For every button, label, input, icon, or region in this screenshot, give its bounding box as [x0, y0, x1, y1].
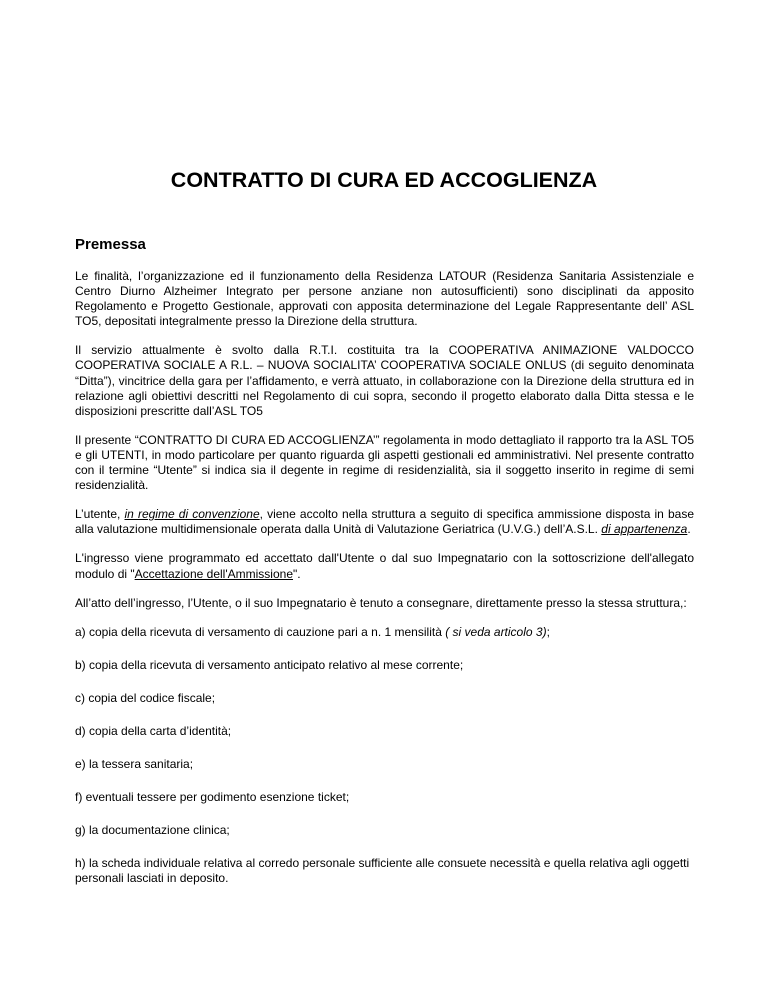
document-title: CONTRATTO DI CURA ED ACCOGLIENZA [170, 168, 598, 192]
list-item-f: f) eventuali tessere per godimento esenzione ticket; [75, 790, 350, 805]
accettazione-ammissione-emphasis: Accettazione dell'Ammissione [134, 566, 293, 581]
paragraph-utente [75, 507, 694, 537]
paragraph-utente-text-3: . [687, 522, 691, 537]
paragraph-contratto: Il presente “CONTRATTO DI CURA ED ACCOGLIENZA’” regolamenta in modo dettagliato il rapporto tra la ASL TO5 e gli UTENTI, in modo particolare per quanto riguarda gli aspetti gestionali ed amministrativi. Nel presente contratto con il termine “Utente” si indica sia il degente in regime di residenzialità, sia il soggetto inserito in regime di semi residenzialità. [75, 432, 694, 493]
list-item-g: g) la documentazione clinica; [75, 823, 230, 838]
section-heading: Premessa [75, 236, 146, 253]
appartenenza-emphasis: di appartenenza [601, 522, 688, 537]
list-item-h: h) la scheda individuale relativa al corredo personale sufficiente alle consuete necessità e quella relativa agli oggetti personali lasciati in deposito. [75, 856, 690, 886]
paragraph-ingresso-text-2: ". [293, 566, 301, 581]
list-item-a-end: ; [546, 624, 550, 639]
paragraph-utente-text-2: , viene accolto nella struttura a seguito di specifica ammissione disposta in base alla valutazione multidimensionale operata dalla Unità di Valutazione Geriatrica (U.V.G.) dell’A.S.L. [75, 507, 694, 537]
list-item-a-text: a) copia della ricevuta di versamento di cauzione pari a n. 1 mensilità [75, 624, 446, 639]
paragraph-atto-ingresso: All’atto dell’ingresso, l’Utente, o il suo Impegnatario è tenuto a consegnare, direttamente presso la stessa struttura,: [75, 595, 687, 610]
list-item-e: e) la tessera sanitaria; [75, 757, 194, 772]
regime-convenzione-emphasis: in regime di convenzione [124, 507, 260, 522]
list-item-c: c) copia del codice fiscale; [75, 690, 216, 705]
document-body [75, 269, 694, 905]
list-item-d: d) copia della carta d’identità; [75, 723, 232, 738]
paragraph-finalita: Le finalità, l’organizzazione ed il funzionamento della Residenza LATOUR (Residenza Sanitaria Assistenziale e Centro Diurno Alzheimer Integrato per persone anziane non autosufficienti) sono disciplinati da apposito Regolamento e Progetto Gestionale, approvati con apposita determinazione del Legale Rappresentante dell’ ASL TO5, depositati integralmente presso la Direzione della struttura. [75, 269, 694, 329]
list-item-a-note: ( si veda articolo 3) [445, 624, 547, 639]
list-item-a [75, 625, 694, 640]
paragraph-ingresso [75, 551, 694, 581]
paragraph-ingresso-text-1: L'ingresso viene programmato ed accettato dall'Utente o dal suo Impegnatario con la sottoscrizione dell'allegato modulo di " [75, 551, 694, 581]
list-item-b: b) copia della ricevuta di versamento anticipato relativo al mese corrente; [75, 657, 464, 672]
paragraph-servizio: Il servizio attualmente è svolto dalla R.T.I. costituita tra la COOPERATIVA ANIMAZIONE VALDOCCO COOPERATIVA SOCIALE A R.L. – NUOVA SOCIALITA’ COOPERATIVA SOCIALE ONLUS (di seguito denominata “Ditta”), vincitrice della gara per l’affidamento, e verrà attuato, in collaborazione con la Direzione della struttura ed in relazione agli obiettivi descritti nel Regolamento di cui sopra, secondo il progetto elaborato dalla Ditta stessa e le disposizioni prescritte dall’ASL TO5 [75, 343, 694, 418]
paragraph-utente-text-1: L’utente, [75, 507, 125, 522]
